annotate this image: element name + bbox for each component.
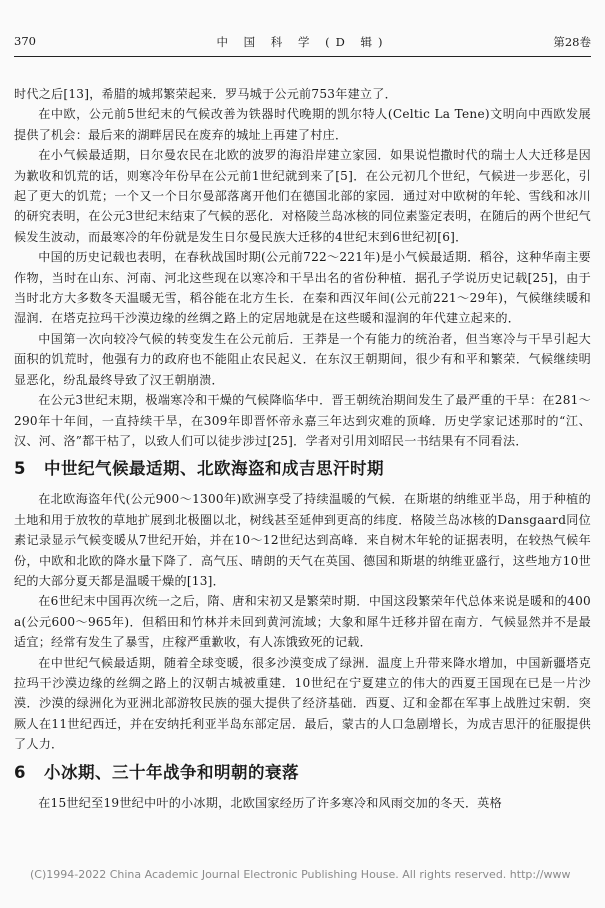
paragraph: 在小气候最适期，日尔曼农民在北欧的波罗的海沿岸建立家园．如果说恺撒时代的瑞士人大迁移是因为歉收和饥荒的话，则寒冷年份早在公元前1世纪就到来了[5]．在公元初几个世纪，气候进一步恶化，引起了更大的饥荒；一个又一个日尔曼部落离开他们在德国北部的家园．通过对中欧树的年轮、雪线和冰川的研究表明，在公元3世纪末结束了气候的恶化．对格陵兰岛冰核的同位素鉴定表明，在随后的两个世纪气候发生波动，而最寒冷的年份就是发生日尔曼民族大迁移的4世纪末到6世纪初[6]． <box>14 148 591 244</box>
section-heading-5 <box>14 457 591 481</box>
header-rule <box>14 56 591 57</box>
running-header <box>14 34 591 54</box>
paragraph: 在公元3世纪末期，极端寒冷和干燥的气候降临华中．晋王朝统治期间发生了最严重的干旱：在281～290年十年间，一直持续干旱，在309年即晋怀帝永嘉三年达到灾难的顶峰．历史学家记述那时的“江、汉、河、洛”都干枯了，以致人们可以徒步涉过[25]．学者对引用刘昭民一书结果有不同看法． <box>14 393 591 448</box>
article-body <box>14 84 591 813</box>
paragraph: 在北欧海盗年代(公元900～1300年)欧洲享受了持续温暖的气候．在斯堪的纳维亚半岛，用于种植的土地和用于放牧的草地扩展到北极圈以北，树线甚至延伸到更高的纬度．格陵兰岛冰核的Dansgaard同位素记录显示气候变暖从7世纪开始，并在10～12世纪达到高峰．来自树木年轮的证据表明，在较热气候年份，中欧和北欧的降水量下降了．高气压、晴朗的天气在英国、德国和斯堪的纳维亚盛行，这些地方10世纪的大部分夏天都是温暖干燥的[13]． <box>14 492 591 588</box>
paragraph: 中国第一次向较冷气候的转变发生在公元前后．王莽是一个有能力的统治者，但当寒冷与干旱引起大面积的饥荒时，他强有力的政府也不能阻止农民起义．在东汉王朝期间，很少有和平和繁荣．气候继续明显恶化，纷乱最终导致了汉王朝崩溃． <box>14 331 591 387</box>
section-title: 中世纪气候最适期、北欧海盗和成吉思汗时期 <box>44 459 384 479</box>
copyright-watermark: (C)1994-2022 China Academic Journal Electronic Publishing House. All rights reserved. http://www <box>30 868 571 881</box>
page-number: 370 <box>14 34 36 48</box>
section-number: 5 <box>14 459 26 479</box>
section-number: 6 <box>14 762 26 782</box>
volume-label: 第28卷 <box>553 35 591 49</box>
journal-title: 中 国 科 学 (D 辑) <box>216 35 389 49</box>
section-heading-6 <box>14 761 591 785</box>
paragraph: 中国的历史记载也表明，在春秋战国时期(公元前722～221年)是小气候最适期．稻谷，这种华南主要作物，当时在山东、河南、河北这些现在以寒冷和干旱出名的省份种植．据孔子学说历史记载[25]，由于当时北方大多数冬天温暖无雪，稻谷能在北方生长．在秦和西汉年间(公元前221～29年)，气候继续暖和湿润．在塔克拉玛干沙漠边缘的丝绸之路上的定居地就是在这些暖和湿润的年代建立起来的． <box>14 250 591 326</box>
paragraph: 在15世纪至19世纪中叶的小冰期，北欧国家经历了许多寒冷和风雨交加的冬天．英格 <box>38 795 502 810</box>
paragraph: 时代之后[13]，希腊的城邦繁荣起来．罗马城于公元前753年建立了． <box>14 87 397 101</box>
paragraph: 在中欧，公元前5世纪末的气候改善为铁器时代晚期的凯尔特人(Celtic La Tene)文明向中西欧发展提供了机会：最后来的湖畔居民在废弃的城址上再建了村庄． <box>14 107 591 142</box>
section-title: 小冰期、三十年战争和明朝的衰落 <box>44 762 299 782</box>
paragraph: 在6世纪末中国再次统一之后，隋、唐和宋初又是繁荣时期．中国这段繁荣年代总体来说是暖和的400 a(公元600～965年)．但稻田和竹林并未回到黄河流域；大象和犀牛迁移并留在南方．气候显然并不是最适宜；经常有发生了暴雪，庄稼严重歉收，有人冻饿致死的记载． <box>14 594 591 650</box>
paragraph: 在中世纪气候最适期，随着全球变暖，很多沙漠变成了绿洲．温度上升带来降水增加，中国新疆塔克拉玛干沙漠边缘的丝绸之路上的汉朝古城被重建．10世纪在宁夏建立的伟大的西夏王国现在已是一片沙漠．沙漠的绿洲化为亚洲北部游牧民族的强大提供了经济基础．西夏、辽和金都在军事上战胜过宋朝．突厥人在11世纪西迁，并在安纳托利亚半岛东部定居．最后，蒙古的人口急剧增长，为成吉思汗的征服提供了人力． <box>14 655 591 752</box>
